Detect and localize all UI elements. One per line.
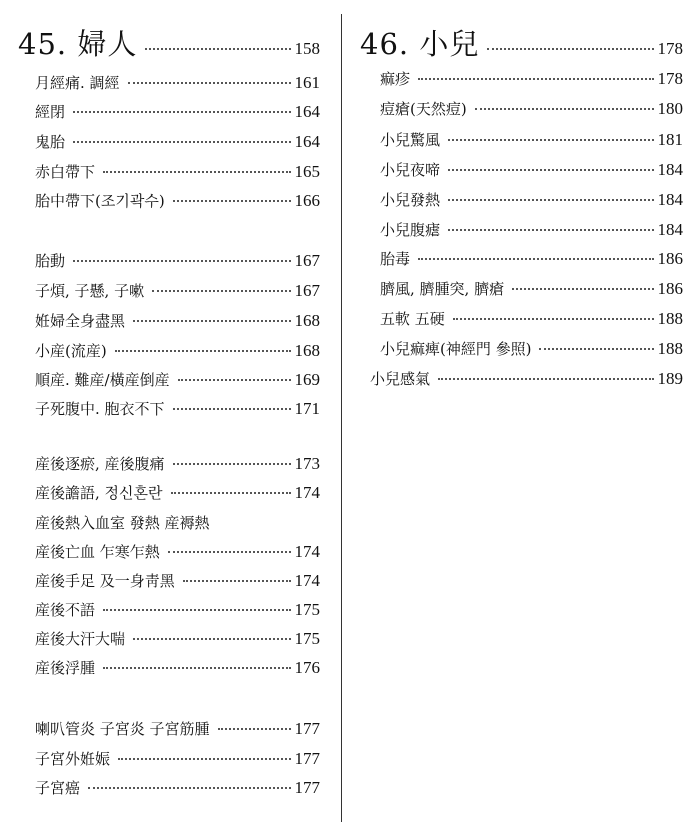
toc-entry[interactable]	[35, 482, 320, 503]
dot-leader	[128, 82, 291, 84]
entry-title: 子煩, 子懸, 子嗽	[35, 282, 145, 300]
page-number: 180	[657, 99, 683, 118]
dot-leader	[448, 199, 653, 201]
dot-leader	[183, 580, 291, 582]
entry-title: 子宮癌	[35, 779, 81, 797]
page-number: 174	[294, 483, 320, 502]
page-number: 177	[294, 778, 320, 797]
entry-title: 産後熱入血室 發熱 産褥熱	[35, 514, 210, 532]
dot-leader	[512, 288, 653, 290]
toc-entry[interactable]	[35, 628, 320, 649]
page-number: 186	[657, 249, 683, 268]
dot-leader	[475, 108, 654, 110]
page-number: 177	[294, 749, 320, 768]
page-number: 164	[294, 102, 320, 121]
dot-leader	[418, 78, 653, 80]
page-number: 164	[294, 132, 320, 151]
dot-leader	[438, 378, 653, 380]
toc-entry[interactable]	[380, 219, 683, 240]
toc-entry[interactable]	[380, 129, 683, 150]
dot-leader	[178, 379, 291, 381]
column-divider	[341, 14, 342, 822]
toc-entry[interactable]	[380, 338, 683, 359]
entry-title: 痲疹	[380, 70, 411, 88]
entry-title: 産後浮腫	[35, 659, 96, 677]
entry-title: 臍風, 臍腫突, 臍瘡	[380, 280, 505, 298]
toc-entry[interactable]	[35, 777, 320, 798]
entry-title: 經閉	[35, 103, 66, 121]
dot-leader	[173, 463, 291, 465]
dot-leader	[145, 48, 290, 50]
dot-leader	[103, 171, 290, 173]
dot-leader	[73, 260, 290, 262]
toc-entry[interactable]	[35, 570, 320, 591]
dot-leader	[133, 320, 290, 322]
page-number: 167	[294, 281, 320, 300]
section-heading-women[interactable]	[18, 22, 320, 63]
page-number: 169	[294, 370, 320, 389]
dot-leader	[133, 638, 290, 640]
dot-leader	[448, 169, 653, 171]
page-number: 173	[294, 454, 320, 473]
toc-entry[interactable]	[380, 98, 683, 119]
toc-entry[interactable]	[35, 657, 320, 678]
page-number: 175	[294, 600, 320, 619]
dot-leader	[115, 350, 291, 352]
entry-title: 姙婦全身盡黑	[35, 312, 126, 330]
page-number: 184	[657, 190, 683, 209]
entry-title: 喇叭管炎 子宮炎 子宮筋腫	[35, 720, 210, 738]
page-number: 178	[657, 69, 683, 88]
toc-entry[interactable]	[35, 748, 320, 769]
toc-entry[interactable]	[35, 541, 320, 562]
dot-leader	[73, 141, 290, 143]
page-number: 158	[294, 39, 320, 58]
page-number: 174	[294, 571, 320, 590]
entry-title: 小兒腹瘧	[380, 221, 441, 239]
dot-leader	[168, 551, 291, 553]
toc-entry[interactable]	[35, 599, 320, 620]
page-number: 165	[294, 162, 320, 181]
dot-leader	[103, 609, 290, 611]
toc-entry[interactable]	[35, 250, 320, 271]
entry-title: 胎動	[35, 252, 66, 270]
entry-title: 産後譫語, 정신혼란	[35, 484, 163, 502]
dot-leader	[118, 758, 290, 760]
page-number: 184	[657, 220, 683, 239]
page-number: 188	[657, 339, 683, 358]
entry-title: 小産(流産)	[35, 342, 107, 360]
toc-entry[interactable]	[380, 189, 683, 210]
toc-entry[interactable]	[35, 718, 320, 739]
toc-entry[interactable]	[35, 190, 320, 211]
dot-leader	[103, 667, 290, 669]
page-number: 168	[294, 341, 320, 360]
entry-title: 産後亡血 乍寒乍熱	[35, 543, 160, 561]
dot-leader	[539, 348, 653, 350]
page-number: 176	[294, 658, 320, 677]
page-number: 174	[294, 542, 320, 561]
dot-leader	[152, 290, 290, 292]
toc-entry[interactable]	[370, 368, 683, 389]
dot-leader	[173, 408, 291, 410]
entry-title: 胎毒	[380, 250, 411, 268]
toc-entry[interactable]	[35, 280, 320, 301]
entry-title: 胎中帶下(조기곽수)	[35, 192, 165, 210]
page-number: 186	[657, 279, 683, 298]
toc-entry[interactable]	[380, 159, 683, 180]
heading-title: 46. 小兒	[360, 27, 480, 61]
toc-entry[interactable]	[35, 310, 320, 331]
page-number: 166	[294, 191, 320, 210]
entry-title: 小兒痲痺(神經門 參照)	[380, 340, 532, 358]
toc-entry[interactable]	[380, 278, 683, 299]
heading-title: 45. 婦人	[18, 27, 138, 61]
entry-title: 五軟 五硬	[380, 310, 445, 328]
page-number: 171	[294, 399, 320, 418]
dot-leader	[88, 787, 290, 789]
dot-leader	[171, 492, 291, 494]
entry-title: 鬼胎	[35, 133, 66, 151]
dot-leader	[448, 229, 653, 231]
toc-entry[interactable]	[35, 161, 320, 182]
entry-title: 産後逐瘀, 産後腹痛	[35, 455, 165, 473]
entry-title: 赤白帶下	[35, 163, 96, 181]
toc-entry[interactable]	[35, 340, 320, 361]
entry-title: 子宮外姙娠	[35, 750, 111, 768]
entry-title: 痘瘡(天然痘)	[380, 100, 467, 118]
entry-title: 小兒發熱	[380, 191, 441, 209]
toc-entry[interactable]	[35, 101, 320, 122]
dot-leader	[487, 48, 653, 50]
page-number: 184	[657, 160, 683, 179]
page-number: 167	[294, 251, 320, 270]
dot-leader	[173, 200, 291, 202]
entry-title: 月經痛. 調經	[35, 74, 120, 92]
entry-title: 小兒夜啼	[380, 161, 441, 179]
section-heading-children[interactable]	[360, 22, 683, 63]
page-number: 188	[657, 309, 683, 328]
page-number: 161	[294, 73, 320, 92]
page-number: 189	[657, 369, 683, 388]
toc-entry[interactable]	[380, 308, 683, 329]
toc-entry[interactable]	[35, 512, 320, 533]
toc-entry[interactable]	[35, 369, 320, 390]
toc-entry[interactable]	[380, 248, 683, 269]
page-number: 178	[657, 39, 683, 58]
toc-entry[interactable]	[35, 131, 320, 152]
toc-entry[interactable]	[380, 68, 683, 89]
dot-leader	[418, 258, 653, 260]
entry-title: 小兒感氣	[370, 370, 431, 388]
toc-entry[interactable]	[35, 453, 320, 474]
page-number: 168	[294, 311, 320, 330]
toc-entry[interactable]	[35, 398, 320, 419]
entry-title: 産後不語	[35, 601, 96, 619]
page-number: 175	[294, 629, 320, 648]
page-number: 181	[657, 130, 683, 149]
page-number: 177	[294, 719, 320, 738]
entry-title: 産後手足 及一身靑黑	[35, 572, 175, 590]
entry-title: 産後大汗大喘	[35, 630, 126, 648]
entry-title: 順産. 難産/橫産倒産	[35, 371, 170, 389]
entry-title: 子死腹中. 胞衣不下	[35, 400, 165, 418]
dot-leader	[453, 318, 654, 320]
dot-leader	[448, 139, 653, 141]
entry-title: 小兒驚風	[380, 131, 441, 149]
dot-leader	[73, 111, 290, 113]
toc-entry[interactable]	[35, 72, 320, 93]
dot-leader	[218, 728, 291, 730]
